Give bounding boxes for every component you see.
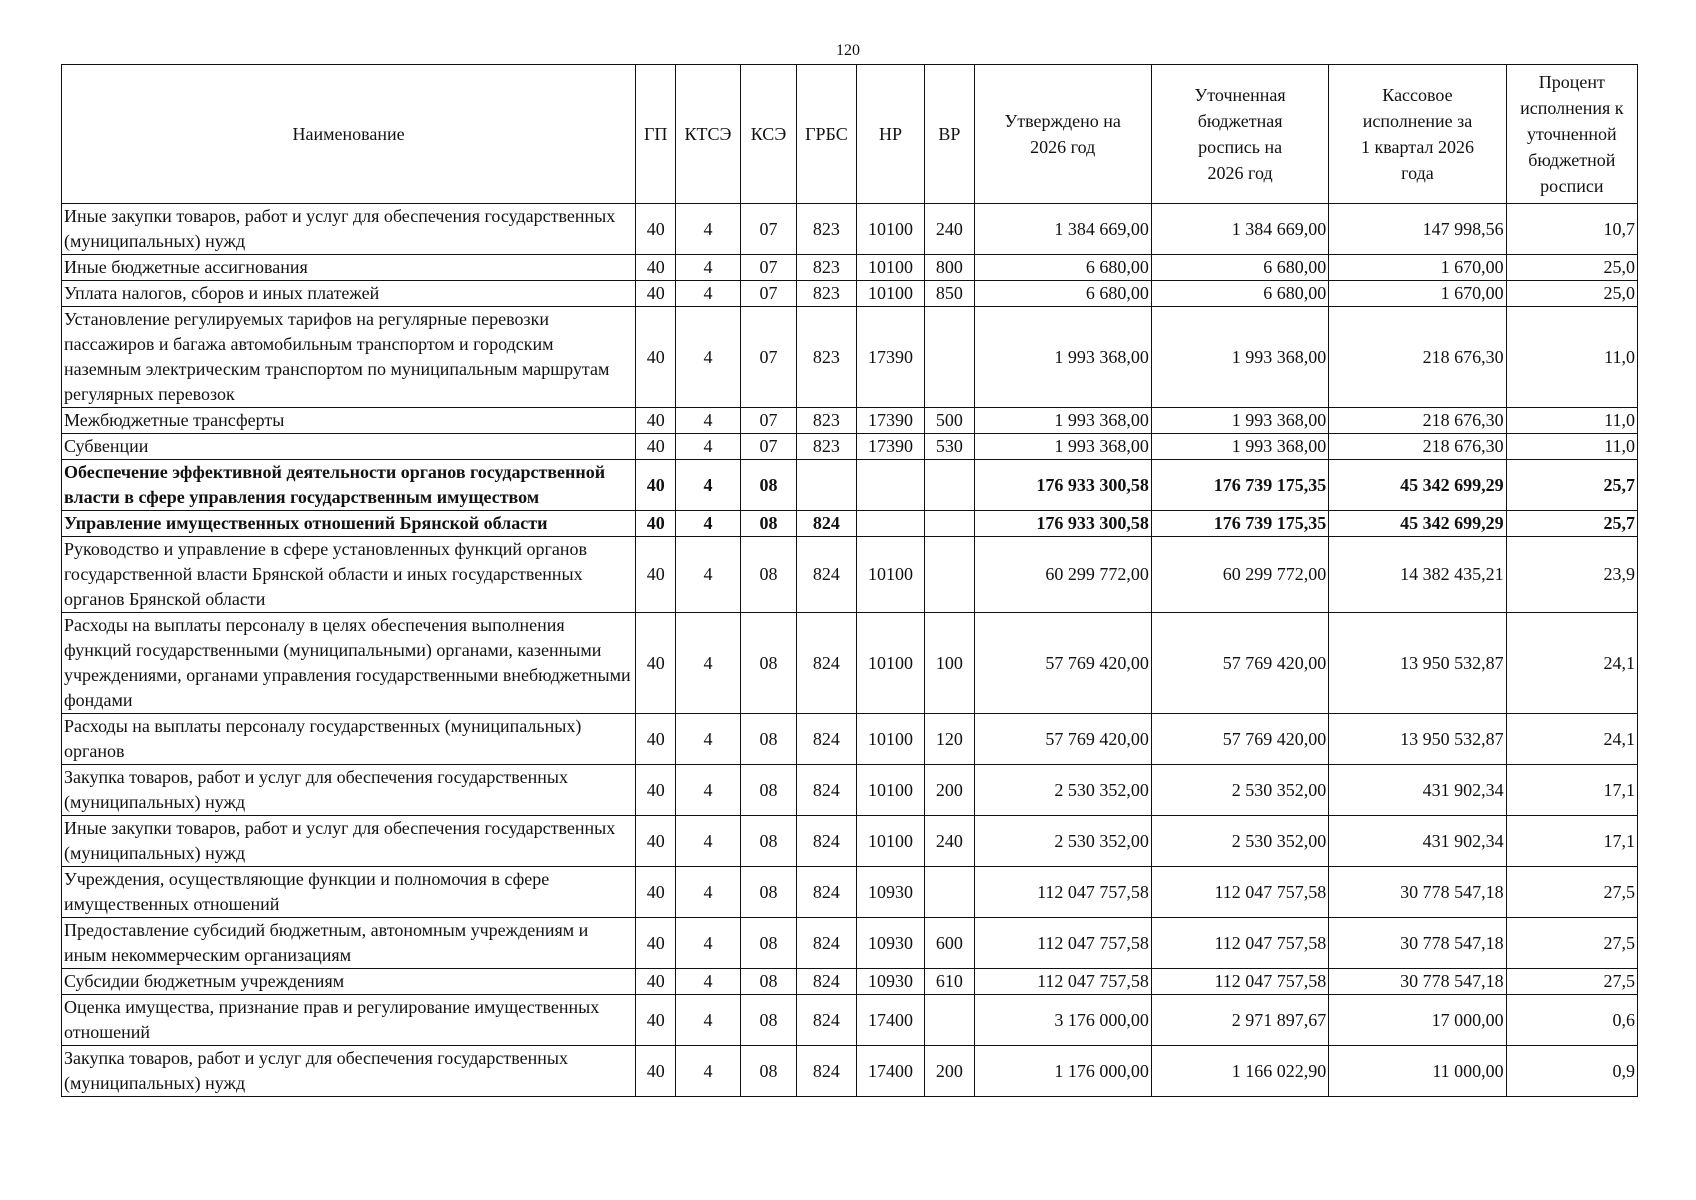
cell-cash: 45 342 699,29 xyxy=(1329,460,1506,511)
cell-refined: 6 680,00 xyxy=(1151,255,1328,281)
cell-approved: 1 384 669,00 xyxy=(974,204,1151,255)
cell-nr: 17390 xyxy=(856,408,925,434)
cell-kse: 08 xyxy=(740,867,796,918)
header-grbs: ГРБС xyxy=(797,65,856,204)
cell-kse: 08 xyxy=(740,969,796,995)
cell-refined: 6 680,00 xyxy=(1151,281,1328,307)
cell-gp: 40 xyxy=(636,511,676,537)
cell-approved: 6 680,00 xyxy=(974,281,1151,307)
cell-refined: 1 166 022,90 xyxy=(1151,1046,1328,1097)
cell-name: Учреждения, осуществляющие функции и полномочия в сфере имущественных отношений xyxy=(62,867,636,918)
cell-approved: 6 680,00 xyxy=(974,255,1151,281)
cell-grbs: 824 xyxy=(797,537,856,613)
cell-name: Предоставление субсидий бюджетным, автономным учреждениям и иным некоммерческим организациям xyxy=(62,918,636,969)
cell-vr: 600 xyxy=(925,918,974,969)
cell-gp: 40 xyxy=(636,1046,676,1097)
cell-grbs: 824 xyxy=(797,714,856,765)
cell-approved: 2 530 352,00 xyxy=(974,816,1151,867)
cell-cash: 17 000,00 xyxy=(1329,995,1506,1046)
cell-name: Расходы на выплаты персоналу государственных (муниципальных) органов xyxy=(62,714,636,765)
cell-nr xyxy=(856,511,925,537)
cell-kse: 08 xyxy=(740,918,796,969)
cell-cash: 431 902,34 xyxy=(1329,816,1506,867)
cell-vr xyxy=(925,867,974,918)
cell-kse: 07 xyxy=(740,204,796,255)
cell-ktse: 4 xyxy=(676,281,741,307)
cell-kse: 07 xyxy=(740,255,796,281)
cell-cash: 11 000,00 xyxy=(1329,1046,1506,1097)
cell-percent: 0,6 xyxy=(1506,995,1637,1046)
cell-vr: 120 xyxy=(925,714,974,765)
cell-approved: 3 176 000,00 xyxy=(974,995,1151,1046)
cell-ktse: 4 xyxy=(676,1046,741,1097)
cell-kse: 07 xyxy=(740,434,796,460)
table-row xyxy=(62,537,1638,613)
cell-grbs: 824 xyxy=(797,816,856,867)
cell-name: Расходы на выплаты персоналу в целях обеспечения выполнения функций государственными (муниципальными) органами, казенными учреждениями, органами управления государственными внебюджетными фондами xyxy=(62,613,636,714)
table-row xyxy=(62,1046,1638,1097)
cell-gp: 40 xyxy=(636,281,676,307)
cell-cash: 30 778 547,18 xyxy=(1329,867,1506,918)
cell-vr: 530 xyxy=(925,434,974,460)
cell-grbs: 824 xyxy=(797,918,856,969)
cell-cash: 30 778 547,18 xyxy=(1329,918,1506,969)
cell-nr: 10100 xyxy=(856,765,925,816)
cell-vr: 200 xyxy=(925,1046,974,1097)
cell-refined: 1 993 368,00 xyxy=(1151,434,1328,460)
table-row xyxy=(62,613,1638,714)
cell-gp: 40 xyxy=(636,613,676,714)
cell-ktse: 4 xyxy=(676,204,741,255)
cell-grbs: 823 xyxy=(797,204,856,255)
cell-vr xyxy=(925,460,974,511)
cell-nr: 10930 xyxy=(856,969,925,995)
cell-grbs xyxy=(797,460,856,511)
cell-name: Иные бюджетные ассигнования xyxy=(62,255,636,281)
cell-vr xyxy=(925,995,974,1046)
cell-nr: 10100 xyxy=(856,714,925,765)
cell-gp: 40 xyxy=(636,537,676,613)
cell-percent: 0,9 xyxy=(1506,1046,1637,1097)
cell-gp: 40 xyxy=(636,408,676,434)
cell-cash: 13 950 532,87 xyxy=(1329,613,1506,714)
cell-refined: 112 047 757,58 xyxy=(1151,918,1328,969)
cell-refined: 176 739 175,35 xyxy=(1151,511,1328,537)
cell-kse: 08 xyxy=(740,460,796,511)
table-row xyxy=(62,995,1638,1046)
cell-percent: 24,1 xyxy=(1506,613,1637,714)
cell-ktse: 4 xyxy=(676,613,741,714)
table-row xyxy=(62,408,1638,434)
table-row xyxy=(62,255,1638,281)
cell-kse: 08 xyxy=(740,613,796,714)
cell-ktse: 4 xyxy=(676,969,741,995)
cell-grbs: 823 xyxy=(797,255,856,281)
cell-vr: 240 xyxy=(925,204,974,255)
cell-nr: 10930 xyxy=(856,918,925,969)
cell-name: Межбюджетные трансферты xyxy=(62,408,636,434)
cell-kse: 08 xyxy=(740,1046,796,1097)
cell-grbs: 824 xyxy=(797,613,856,714)
cell-kse: 08 xyxy=(740,765,796,816)
cell-approved: 57 769 420,00 xyxy=(974,613,1151,714)
header-name: Наименование xyxy=(62,65,636,204)
header-refined: Уточненная бюджетная роспись на 2026 год xyxy=(1151,65,1328,204)
header-cash: Кассовое исполнение за 1 квартал 2026 года xyxy=(1329,65,1506,204)
cell-kse: 08 xyxy=(740,537,796,613)
cell-ktse: 4 xyxy=(676,867,741,918)
cell-ktse: 4 xyxy=(676,918,741,969)
header-ktse: КТСЭ xyxy=(676,65,741,204)
cell-approved: 1 993 368,00 xyxy=(974,307,1151,408)
cell-nr: 10100 xyxy=(856,613,925,714)
cell-vr: 850 xyxy=(925,281,974,307)
header-vr: ВР xyxy=(925,65,974,204)
cell-refined: 57 769 420,00 xyxy=(1151,714,1328,765)
cell-kse: 08 xyxy=(740,995,796,1046)
cell-vr: 500 xyxy=(925,408,974,434)
cell-gp: 40 xyxy=(636,765,676,816)
cell-approved: 1 993 368,00 xyxy=(974,434,1151,460)
cell-percent: 23,9 xyxy=(1506,537,1637,613)
cell-percent: 25,0 xyxy=(1506,255,1637,281)
budget-table xyxy=(61,64,1638,1097)
cell-approved: 112 047 757,58 xyxy=(974,918,1151,969)
cell-approved: 1 176 000,00 xyxy=(974,1046,1151,1097)
cell-nr: 10100 xyxy=(856,816,925,867)
cell-refined: 112 047 757,58 xyxy=(1151,969,1328,995)
cell-name: Управление имущественных отношений Брянской области xyxy=(62,511,636,537)
cell-percent: 27,5 xyxy=(1506,867,1637,918)
table-row xyxy=(62,281,1638,307)
header-approved: Утверждено на 2026 год xyxy=(974,65,1151,204)
cell-nr: 17400 xyxy=(856,1046,925,1097)
cell-nr: 17390 xyxy=(856,434,925,460)
cell-ktse: 4 xyxy=(676,714,741,765)
cell-nr: 10100 xyxy=(856,537,925,613)
cell-cash: 13 950 532,87 xyxy=(1329,714,1506,765)
cell-cash: 30 778 547,18 xyxy=(1329,969,1506,995)
cell-cash: 45 342 699,29 xyxy=(1329,511,1506,537)
table-row xyxy=(62,204,1638,255)
table-row xyxy=(62,765,1638,816)
table-row xyxy=(62,307,1638,408)
cell-percent: 24,1 xyxy=(1506,714,1637,765)
cell-percent: 17,1 xyxy=(1506,765,1637,816)
cell-nr: 17400 xyxy=(856,995,925,1046)
table-row xyxy=(62,714,1638,765)
cell-grbs: 824 xyxy=(797,765,856,816)
cell-name: Руководство и управление в сфере установленных функций органов государственной власти Брянской области и иных государственных органов Брянской области xyxy=(62,537,636,613)
cell-vr xyxy=(925,307,974,408)
cell-ktse: 4 xyxy=(676,255,741,281)
cell-approved: 1 993 368,00 xyxy=(974,408,1151,434)
cell-percent: 25,7 xyxy=(1506,460,1637,511)
table-row xyxy=(62,511,1638,537)
cell-approved: 112 047 757,58 xyxy=(974,969,1151,995)
cell-refined: 1 993 368,00 xyxy=(1151,307,1328,408)
cell-cash: 218 676,30 xyxy=(1329,408,1506,434)
cell-percent: 11,0 xyxy=(1506,307,1637,408)
table-body xyxy=(62,204,1638,1097)
cell-approved: 2 530 352,00 xyxy=(974,765,1151,816)
cell-ktse: 4 xyxy=(676,537,741,613)
cell-gp: 40 xyxy=(636,867,676,918)
cell-percent: 25,7 xyxy=(1506,511,1637,537)
cell-cash: 1 670,00 xyxy=(1329,255,1506,281)
cell-gp: 40 xyxy=(636,255,676,281)
cell-percent: 11,0 xyxy=(1506,408,1637,434)
cell-approved: 176 933 300,58 xyxy=(974,460,1151,511)
cell-ktse: 4 xyxy=(676,816,741,867)
cell-vr: 610 xyxy=(925,969,974,995)
cell-kse: 07 xyxy=(740,408,796,434)
cell-name: Закупка товаров, работ и услуг для обеспечения государственных (муниципальных) нужд xyxy=(62,765,636,816)
cell-percent: 27,5 xyxy=(1506,969,1637,995)
table-row xyxy=(62,969,1638,995)
cell-cash: 14 382 435,21 xyxy=(1329,537,1506,613)
cell-cash: 218 676,30 xyxy=(1329,307,1506,408)
cell-vr: 200 xyxy=(925,765,974,816)
cell-grbs: 823 xyxy=(797,307,856,408)
cell-approved: 57 769 420,00 xyxy=(974,714,1151,765)
cell-approved: 176 933 300,58 xyxy=(974,511,1151,537)
cell-name: Обеспечение эффективной деятельности органов государственной власти в сфере управления государственным имуществом xyxy=(62,460,636,511)
cell-gp: 40 xyxy=(636,995,676,1046)
cell-gp: 40 xyxy=(636,714,676,765)
cell-refined: 176 739 175,35 xyxy=(1151,460,1328,511)
cell-ktse: 4 xyxy=(676,307,741,408)
cell-percent: 11,0 xyxy=(1506,434,1637,460)
cell-vr xyxy=(925,511,974,537)
cell-nr: 10100 xyxy=(856,255,925,281)
cell-gp: 40 xyxy=(636,307,676,408)
cell-grbs: 824 xyxy=(797,995,856,1046)
cell-approved: 112 047 757,58 xyxy=(974,867,1151,918)
cell-nr: 10930 xyxy=(856,867,925,918)
cell-refined: 112 047 757,58 xyxy=(1151,867,1328,918)
cell-kse: 08 xyxy=(740,714,796,765)
header-percent: Процент исполнения к уточненной бюджетной росписи xyxy=(1506,65,1637,204)
cell-gp: 40 xyxy=(636,969,676,995)
header-nr: НР xyxy=(856,65,925,204)
cell-name: Оценка имущества, признание прав и регулирование имущественных отношений xyxy=(62,995,636,1046)
cell-cash: 431 902,34 xyxy=(1329,765,1506,816)
cell-percent: 10,7 xyxy=(1506,204,1637,255)
cell-refined: 2 530 352,00 xyxy=(1151,816,1328,867)
cell-nr xyxy=(856,460,925,511)
cell-kse: 08 xyxy=(740,816,796,867)
cell-ktse: 4 xyxy=(676,408,741,434)
cell-grbs: 823 xyxy=(797,434,856,460)
cell-refined: 1 993 368,00 xyxy=(1151,408,1328,434)
cell-grbs: 824 xyxy=(797,1046,856,1097)
cell-name: Иные закупки товаров, работ и услуг для обеспечения государственных (муниципальных) нужд xyxy=(62,204,636,255)
cell-grbs: 823 xyxy=(797,408,856,434)
table-row xyxy=(62,434,1638,460)
cell-kse: 07 xyxy=(740,307,796,408)
cell-vr xyxy=(925,537,974,613)
cell-gp: 40 xyxy=(636,204,676,255)
cell-cash: 147 998,56 xyxy=(1329,204,1506,255)
cell-approved: 60 299 772,00 xyxy=(974,537,1151,613)
cell-name: Иные закупки товаров, работ и услуг для обеспечения государственных (муниципальных) нужд xyxy=(62,816,636,867)
cell-cash: 1 670,00 xyxy=(1329,281,1506,307)
cell-cash: 218 676,30 xyxy=(1329,434,1506,460)
cell-kse: 07 xyxy=(740,281,796,307)
table-row xyxy=(62,918,1638,969)
cell-kse: 08 xyxy=(740,511,796,537)
table-header-row xyxy=(62,65,1638,204)
cell-gp: 40 xyxy=(636,460,676,511)
cell-ktse: 4 xyxy=(676,765,741,816)
cell-grbs: 824 xyxy=(797,969,856,995)
cell-name: Уплата налогов, сборов и иных платежей xyxy=(62,281,636,307)
header-kse: КСЭ xyxy=(740,65,796,204)
cell-refined: 1 384 669,00 xyxy=(1151,204,1328,255)
cell-refined: 60 299 772,00 xyxy=(1151,537,1328,613)
table-row xyxy=(62,867,1638,918)
cell-refined: 2 530 352,00 xyxy=(1151,765,1328,816)
table-row xyxy=(62,460,1638,511)
cell-ktse: 4 xyxy=(676,511,741,537)
cell-gp: 40 xyxy=(636,434,676,460)
table-row xyxy=(62,816,1638,867)
cell-refined: 57 769 420,00 xyxy=(1151,613,1328,714)
cell-ktse: 4 xyxy=(676,995,741,1046)
cell-grbs: 824 xyxy=(797,511,856,537)
cell-nr: 17390 xyxy=(856,307,925,408)
page-number: 120 xyxy=(836,42,860,59)
cell-vr: 100 xyxy=(925,613,974,714)
cell-vr: 800 xyxy=(925,255,974,281)
cell-ktse: 4 xyxy=(676,460,741,511)
cell-gp: 40 xyxy=(636,816,676,867)
cell-percent: 17,1 xyxy=(1506,816,1637,867)
cell-vr: 240 xyxy=(925,816,974,867)
cell-grbs: 823 xyxy=(797,281,856,307)
header-gp: ГП xyxy=(636,65,676,204)
cell-ktse: 4 xyxy=(676,434,741,460)
cell-name: Закупка товаров, работ и услуг для обеспечения государственных (муниципальных) нужд xyxy=(62,1046,636,1097)
cell-gp: 40 xyxy=(636,918,676,969)
cell-name: Субвенции xyxy=(62,434,636,460)
cell-nr: 10100 xyxy=(856,204,925,255)
cell-name: Установление регулируемых тарифов на регулярные перевозки пассажиров и багажа автомобильным транспортом и городским наземным электрическим транспортом по муниципальным маршрутам регулярных перевозок xyxy=(62,307,636,408)
cell-nr: 10100 xyxy=(856,281,925,307)
cell-percent: 25,0 xyxy=(1506,281,1637,307)
cell-name: Субсидии бюджетным учреждениям xyxy=(62,969,636,995)
cell-grbs: 824 xyxy=(797,867,856,918)
cell-refined: 2 971 897,67 xyxy=(1151,995,1328,1046)
cell-percent: 27,5 xyxy=(1506,918,1637,969)
